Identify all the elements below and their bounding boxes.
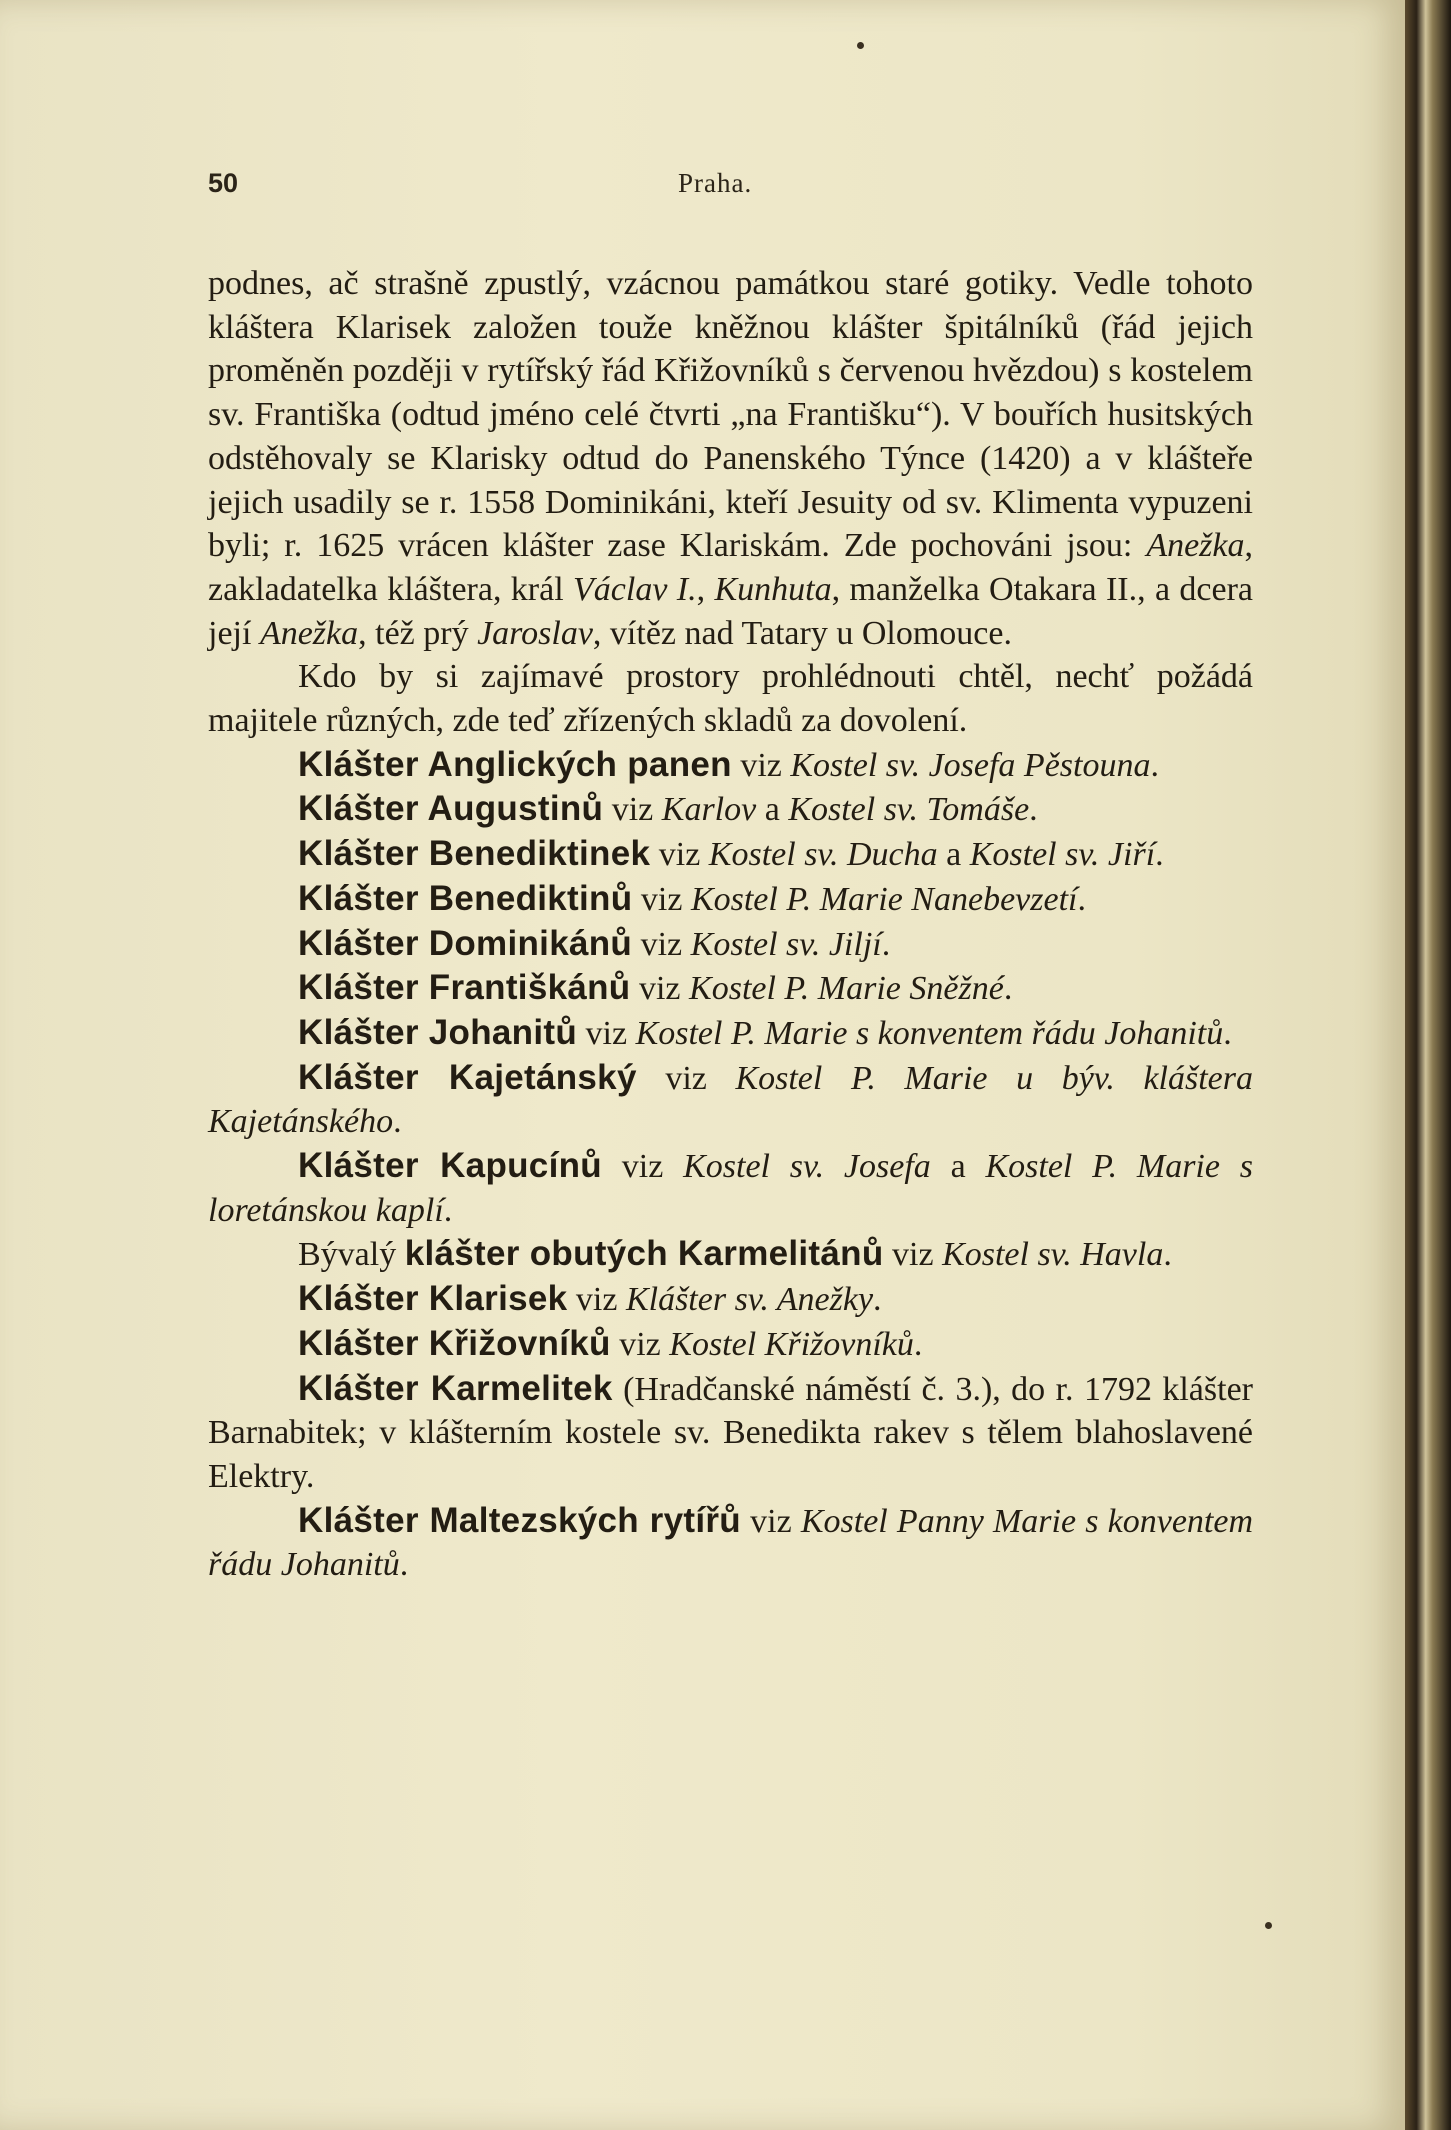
person-name: Kunhuta — [714, 570, 832, 608]
entry-klarisek: Klášter Klarisek viz Klášter sv. Anežky. — [298, 1279, 882, 1319]
paragraph-history: podnes, ač strašně zpustlý, vzácnou památkou staré gotiky. Vedle tohoto kláštera Klarisek založen touže kněžnou klášter špitálníků (řád jejich proměněn později v rytířský řád Křižovníků s červenou hvězdou) s kostelem sv. Františka (odtud jméno celé čtvrti „na Františku“). V bouřích husitských odstěhovaly se Klarisky odtud do Panenského Týnce (1420) a v klášteře jejich usadily se r. 1558 Dominikáni, kteří Jesuity od sv. Klimenta vypuzeni byli; r. 1625 vrácen klášter zase Klariskám. Zde pochováni jsou: Anežka, zakladatelka kláštera, král Václav I., Kunhuta, manželka Otakara II., a dcera její Anežka, též prý Jaroslav, vítěz nad Tatary u Olomouce. — [208, 265, 1254, 652]
running-header — [208, 168, 1263, 208]
entry-frantiskanu: Klášter Františkánů viz Kostel P. Marie Sněžné. — [298, 968, 1013, 1008]
page-body — [208, 262, 1253, 1587]
entry-krizovniku: Klášter Křižovníků viz Kostel Křižovníků. — [298, 1323, 923, 1363]
entry-karmelitanu: Bývalý klášter obutých Karmelitánů viz Kostel sv. Havla. — [298, 1234, 1172, 1274]
entry-benediktinek: Klášter Benediktinek viz Kostel sv. Ducha a Kostel sv. Jiří. — [298, 834, 1164, 874]
paragraph-visit: Kdo by si zajímavé prostory prohlédnouti chtěl, nechť požádá majitele různých, zde teď zřízených skladů za dovolení. — [208, 658, 1253, 740]
person-name: Václav I. — [573, 570, 697, 608]
running-title: Praha. — [678, 168, 753, 198]
person-name: Anežka — [1146, 527, 1245, 565]
entry-maltezskych: Klášter Maltezských rytířů viz Kostel Panny Marie s konventem řádu Johanitů. — [208, 1500, 1254, 1584]
page-number: 50 — [208, 168, 239, 198]
entry-kapucinu: Klášter Kapucínů viz Kostel sv. Josefa a Kostel P. Marie s loretánskou kaplí. — [208, 1146, 1253, 1229]
entry-anglickych-panen: Klášter Anglických panen viz Kostel sv. Josefa Pěstouna. — [298, 744, 1159, 784]
book-edge — [1405, 0, 1451, 2130]
entry-benediktinu: Klášter Benediktinů viz Kostel P. Marie Nanebevzetí. — [298, 878, 1086, 918]
entry-johanitu: Klášter Johanitů viz Kostel P. Marie s konventem řádu Johanitů. — [298, 1012, 1232, 1052]
paper-speck — [857, 42, 864, 49]
person-name: Jaroslav — [477, 614, 593, 652]
entry-kajetansky: Klášter Kajetánský viz Kostel P. Marie u býv. kláštera Kajetánského. — [208, 1057, 1253, 1141]
entry-dominikanu: Klášter Dominikánů viz Kostel sv. Jiljí. — [298, 923, 891, 963]
paper-speck — [1265, 1922, 1272, 1929]
entry-augustinu: Klášter Augustinů viz Karlov a Kostel sv. Tomáše. — [298, 789, 1038, 829]
entry-karmelitek: Klášter Karmelitek (Hradčanské náměstí č. 3.), do r. 1792 klášter Barnabitek; v klášterním kostele sv. Benedikta rakev s tělem blahoslavené Elektry. — [208, 1368, 1253, 1495]
person-name: Anežka — [259, 614, 359, 652]
